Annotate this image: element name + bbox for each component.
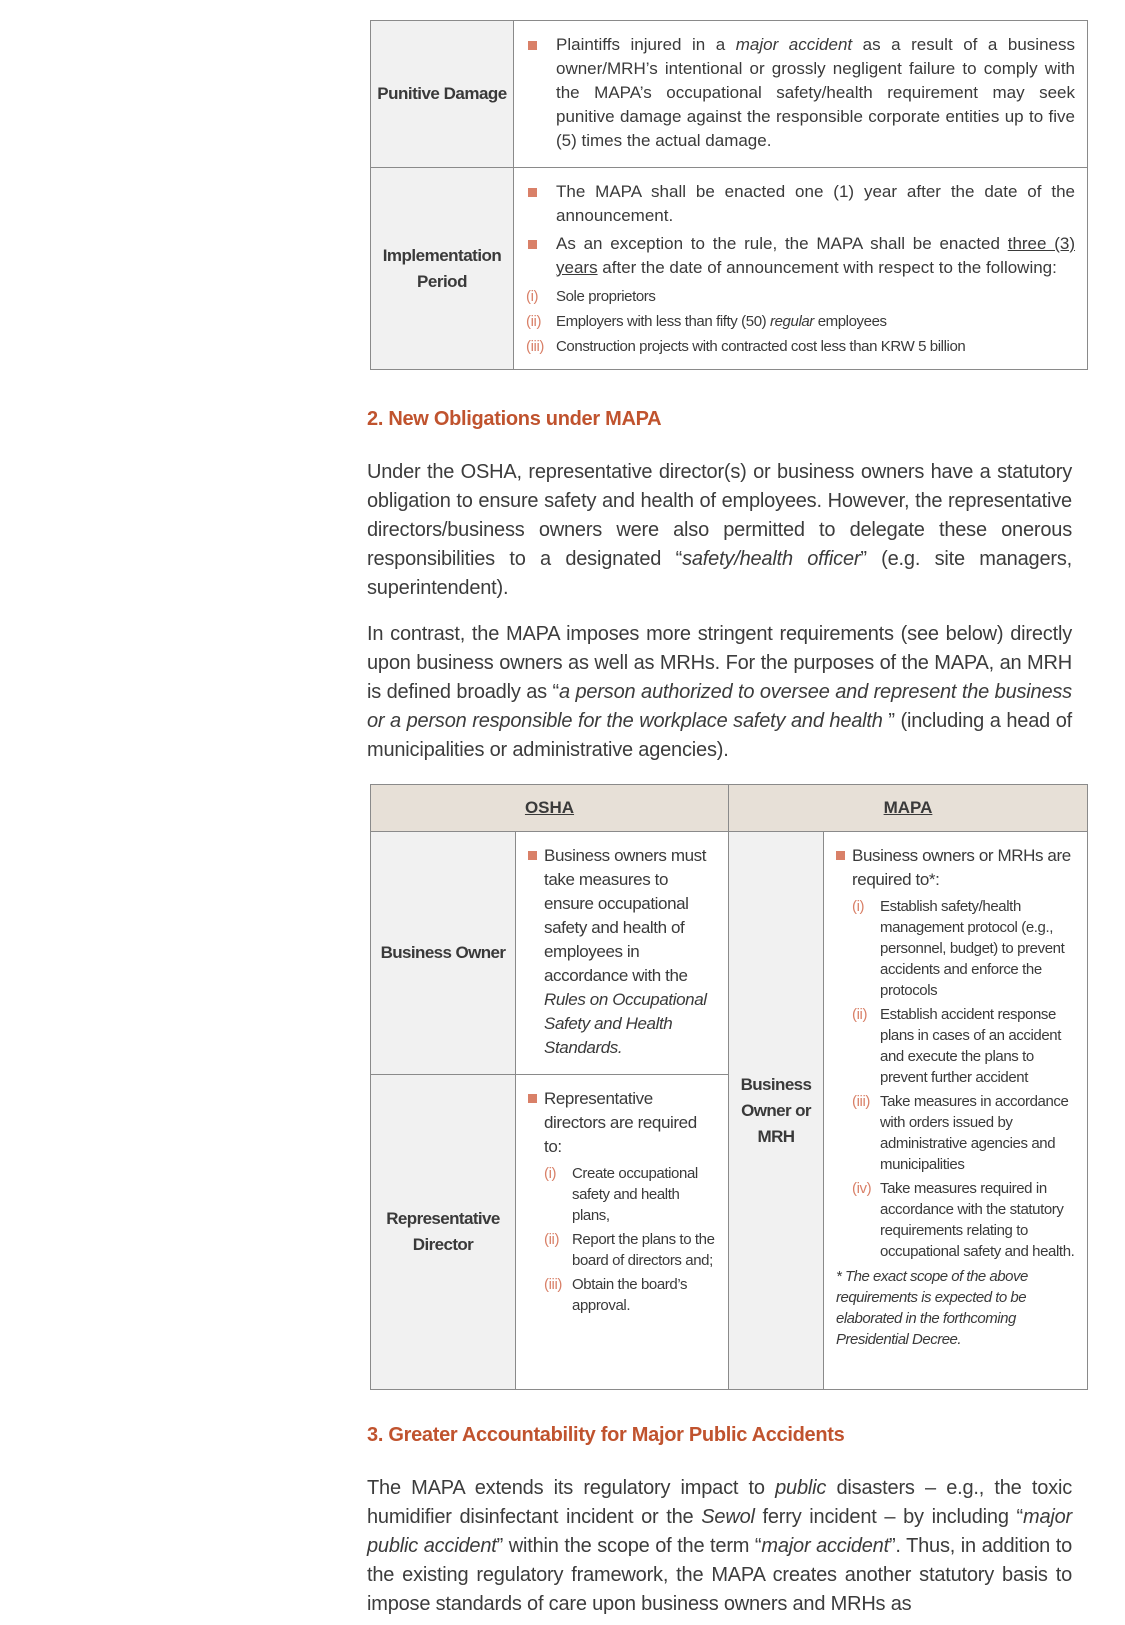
bullet-item: Business owners or MRHs are required to*: bbox=[836, 844, 1077, 892]
paragraph bbox=[367, 1474, 1072, 1619]
sub-item bbox=[526, 284, 1075, 309]
text: Create occupational safety and health plans, bbox=[572, 1165, 698, 1224]
emphasis: major public accident bbox=[367, 1506, 1072, 1557]
text: Report the plans to the board of directors and; bbox=[572, 1231, 715, 1269]
header-mapa bbox=[729, 785, 1088, 832]
text: Business owners must take measures to ensure occupational safety and health of employees in accordance with the bbox=[544, 846, 707, 985]
emphasis: public bbox=[775, 1477, 827, 1499]
text: Establish accident response plans in cases of an accident and execute the plans to prevent further accident bbox=[880, 1006, 1062, 1086]
row-label: Implementation Period bbox=[371, 168, 514, 370]
osha-cell bbox=[516, 832, 729, 1075]
text: Construction projects with contracted cost less than KRW 5 billion bbox=[556, 338, 966, 355]
comparison-table bbox=[370, 784, 1088, 1390]
table-row bbox=[371, 832, 1088, 1075]
text: after the date of announcement with respect to the following: bbox=[597, 258, 1057, 277]
sub-item bbox=[836, 1178, 1077, 1262]
text: ferry incident – by including “ bbox=[754, 1506, 1023, 1528]
section-heading: 2. New Obligations under MAPA bbox=[367, 408, 662, 430]
bullet-item: Representative directors are required to: bbox=[528, 1087, 718, 1159]
roman-numeral: (ii) bbox=[544, 1231, 560, 1248]
bullet-item bbox=[526, 232, 1075, 280]
table-header-row bbox=[371, 785, 1088, 832]
footnote: * The exact scope of the above requirements is expected to be elaborated in the forthcoming Presidential Decree. bbox=[836, 1268, 1028, 1348]
text: ”. Thus, in addition to the existing regulatory framework, the MAPA creates another statutory basis to impose standards of care upon business owners and MRHs as bbox=[367, 1535, 1073, 1615]
text: Employers with less than fifty (50) bbox=[556, 313, 771, 330]
sub-item bbox=[528, 1229, 718, 1271]
row-content bbox=[514, 21, 1088, 168]
emphasis: major accident bbox=[735, 35, 853, 54]
text: Under the OSHA, representative director(s) or business owners have a statutory obligation to ensure safety and health of employees. However, the representative directors/business owners were also permitted to delegate these onerous responsibilities to a designated “ bbox=[367, 461, 1072, 570]
sub-item bbox=[528, 1163, 718, 1226]
emphasis: major accident bbox=[761, 1535, 889, 1557]
sub-item bbox=[528, 1274, 718, 1316]
row-label: Representative Director bbox=[371, 1075, 516, 1390]
text: Sole proprietors bbox=[556, 288, 656, 305]
sub-item bbox=[836, 896, 1077, 1001]
paragraph bbox=[367, 458, 1072, 603]
summary-table bbox=[370, 20, 1088, 370]
emphasis: regular bbox=[770, 313, 814, 330]
text: In contrast, the MAPA imposes more stringent requirements (see below) directly upon business owners as well as MRHs. For the purposes of the MAPA, an MRH is defined broadly as “ bbox=[367, 623, 1072, 703]
sub-item bbox=[836, 1091, 1077, 1175]
bullet-item: The MAPA shall be enacted one (1) year after the date of the announcement. bbox=[526, 180, 1075, 228]
emphasis: Rules on Occupational Safety and Health Standards. bbox=[544, 990, 707, 1057]
roman-numeral: (iii) bbox=[852, 1093, 870, 1110]
emphasis: safety/health officer bbox=[682, 548, 861, 570]
roman-numeral: (iii) bbox=[544, 1276, 562, 1293]
text: The MAPA extends its regulatory impact to bbox=[367, 1477, 776, 1499]
row-label: Punitive Damage bbox=[371, 21, 514, 168]
section-heading: 3. Greater Accountability for Major Public Accidents bbox=[367, 1424, 845, 1446]
table-row bbox=[371, 21, 1088, 168]
underlined-text: three (3) years bbox=[556, 234, 1076, 277]
header-label: MAPA bbox=[883, 798, 933, 817]
osha-cell bbox=[516, 1075, 729, 1390]
bullet-item bbox=[528, 844, 718, 1060]
emphasis: Sewol bbox=[701, 1506, 755, 1528]
text: employees bbox=[813, 313, 887, 330]
roman-numeral: (ii) bbox=[852, 1006, 868, 1023]
roman-numeral: (iv) bbox=[852, 1180, 872, 1197]
text: ” within the scope of the term “ bbox=[496, 1535, 762, 1557]
paragraph bbox=[367, 620, 1072, 765]
roman-numeral: (ii) bbox=[526, 313, 542, 330]
roman-numeral: (i) bbox=[852, 898, 865, 915]
bullet-item bbox=[526, 33, 1075, 153]
text: as a result of a business owner/MRH’s intentional or grossly negligent failure to comply with the MAPA’s occupational safety/health requirement may seek punitive damage against the responsible corporate entities up to five (5) times the actual damage. bbox=[556, 35, 1075, 150]
sub-item bbox=[836, 1004, 1077, 1088]
text: Take measures required in accordance with the statutory requirements relating to occupational safety and health. bbox=[880, 1180, 1075, 1260]
row-label: Business Owner bbox=[371, 832, 516, 1075]
text: disasters – e.g., the toxic humidifier disinfectant incident or the bbox=[367, 1477, 1073, 1528]
roman-numeral: (i) bbox=[526, 288, 539, 305]
header-osha bbox=[371, 785, 729, 832]
sub-item bbox=[526, 309, 1075, 334]
mapa-label: Business Owner or MRH bbox=[729, 832, 824, 1390]
text: As an exception to the rule, the MAPA shall be enacted bbox=[556, 234, 1008, 253]
roman-numeral: (i) bbox=[544, 1165, 557, 1182]
roman-numeral: (iii) bbox=[526, 338, 544, 355]
emphasis: a person authorized to oversee and represent the business or a person responsible for the workplace safety and health bbox=[367, 681, 1072, 732]
text: Take measures in accordance with orders issued by administrative agencies and municipalities bbox=[880, 1093, 1069, 1173]
text: Establish safety/health management protocol (e.g., personnel, budget) to prevent accidents and enforce the protocols bbox=[880, 898, 1065, 999]
text: Plaintiffs injured in a bbox=[556, 35, 736, 54]
table-row bbox=[371, 168, 1088, 370]
text: ” (e.g. site managers, superintendent). bbox=[367, 548, 1072, 599]
row-content bbox=[514, 168, 1088, 370]
mapa-cell bbox=[824, 832, 1088, 1390]
sub-item bbox=[526, 334, 1075, 359]
header-label: OSHA bbox=[524, 798, 575, 817]
text: ” (including a head of municipalities or administrative agencies). bbox=[367, 710, 1072, 761]
text: Obtain the board’s approval. bbox=[572, 1276, 688, 1314]
